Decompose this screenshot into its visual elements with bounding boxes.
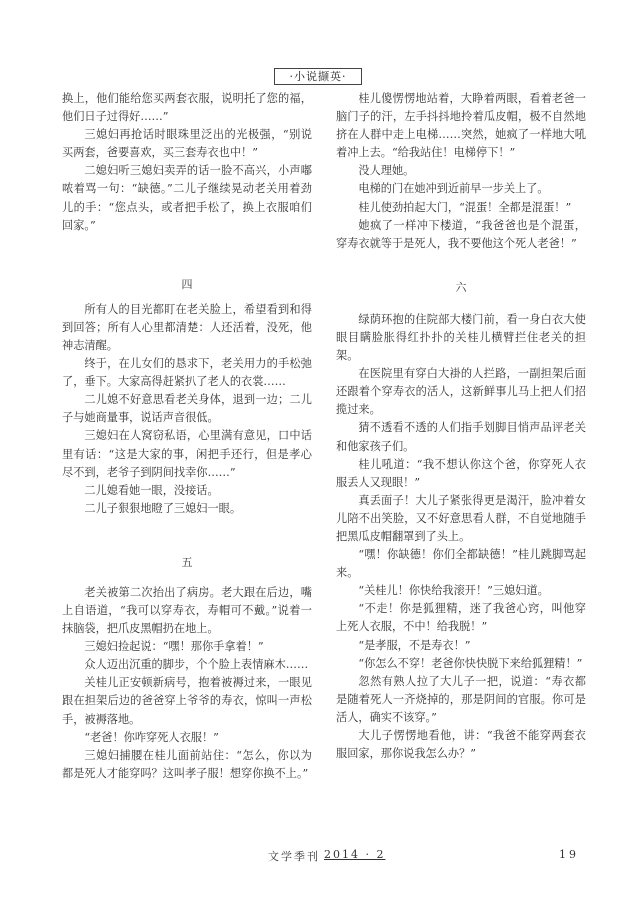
paragraph: 没人理她。 bbox=[358, 164, 415, 178]
paragraph: 桂儿使劲拍起大门，“混蛋！全都是混蛋！” bbox=[358, 200, 572, 214]
paragraph: 她疯了一样冲下楼道，“我爸爸也是个混蛋，穿寿衣就等于是死人，我不要他这个死人老爸！” bbox=[336, 218, 586, 250]
paragraph: “你怎么不穿！老爸你快快脱下来给狐狸精！” bbox=[358, 656, 583, 670]
paragraph: 三媳妇再抢话时眼珠里泛出的光极强，“别说买两套，爸要喜欢，买三套寿衣也中！” bbox=[62, 128, 312, 160]
paragraph: 绿荫环抱的住院部大楼门前，看一身白衣大使眼目瞒脸胀得红扑扑的关桂儿横臂拦住老关的担架。 bbox=[336, 312, 586, 363]
paragraph: 众人迈出沉重的脚步，个个脸上表情麻木…… bbox=[84, 658, 309, 672]
section-number: 四 bbox=[181, 277, 193, 291]
paragraph: 桂儿傻愣愣地站着，大睁着两眼，看着老爸一脑门子的汗，左手抖抖地拎着瓜皮帽，极不自然地挤在人群中走上电梯……突然，她疯了一样地大吼着冲上去。“给我站住！电梯停下！” bbox=[336, 92, 586, 160]
paragraph: 关桂儿正安顿新病号，抱着被褥过来，一眼见跟在担架后边的爸爸穿上爷爷的寿衣，惊叫一声松手，被褥落地。 bbox=[62, 676, 312, 726]
paragraph: 二媳妇听三媳妇卖弄的话一脸不高兴，小声嘟哝着骂一句：“缺德。”二儿子继续晃动老关用着劲儿的手：“您点头，或者把手松了，换上衣服咱们回家。” bbox=[62, 164, 312, 232]
paragraph: 忽然有熟人拉了大儿子一把，说道：“寿衣都是随着死人一齐烧掉的，那是阴间的官服。你可是活人，确实不该穿。” bbox=[336, 674, 586, 724]
paragraph: 二儿子狠狠地瞪了三媳妇一眼。 bbox=[84, 501, 242, 515]
paragraph: “是孝服，不是寿衣！” bbox=[358, 638, 471, 652]
page-number: 19 bbox=[559, 848, 579, 861]
paragraph: 桂儿吼道：“我不想认你这个爸，你穿死人衣服丢人又现眼！” bbox=[336, 457, 586, 489]
paragraph: “老爸！你咋穿死人衣服！” bbox=[84, 730, 219, 744]
paragraph: “不走！你是狐狸精，迷了我爸心窍，叫他穿上死人衣服，不中！给我脱！” bbox=[336, 602, 586, 634]
paragraph: 二儿媳看她一眼，没接话。 bbox=[84, 483, 219, 497]
paragraph: 在医院里有穿白大褂的人拦路，一副担架后面还跟着个穿寿衣的活人，这新鲜事儿马上把人们招揽过来。 bbox=[336, 367, 586, 417]
right-column bbox=[336, 90, 586, 763]
paragraph: 大儿子愣愣地看他，讲：“我爸不能穿两套衣服回家，那你说我怎么办？” bbox=[336, 729, 586, 761]
paragraph: 真丢面子！大儿子紧张得更是渴汗，脸冲着女儿陪不出笑脸，又不好意思看人群，不自觉地随手把黑瓜皮帽翻罩到了头上。 bbox=[336, 493, 586, 543]
paragraph: 终于，在儿女们的恳求下，老关用力的手松弛了，垂下。大家高得赶紧扒了老人的衣裳…… bbox=[62, 357, 312, 389]
section-number: 五 bbox=[181, 555, 193, 569]
journal-name: 文学季刊 bbox=[268, 850, 320, 863]
section-number: 六 bbox=[455, 280, 467, 294]
paragraph: 老关被第二次抬出了病房。老大跟在后边，嘴上自语道，“我可以穿寿衣，寿帽可不戴。”说着一抹脑袋，把爪皮黑帽扔在地上。 bbox=[62, 585, 312, 636]
paragraph: 所有人的目光都盯在老关脸上，希望看到和得到回答；所有人心里都清楚：人还活着，没死，他神志清醒。 bbox=[62, 302, 312, 352]
issue-number: 2014 · 2 bbox=[324, 848, 386, 861]
paragraph: 三媳妇在人窝窃私语，心里满有意见，口中话里有话：“这是大家的事，闲把手还行，但是孝心尽不到，老爷子到阴间找幸你……” bbox=[62, 429, 312, 479]
paragraph: 换上，他们能给您买两套衣服，说明托了您的福，他们日子过得好……” bbox=[62, 92, 312, 124]
paragraph: 猜不透看不透的人们指手划脚目悄声品评老关和他家孩子们。 bbox=[336, 421, 586, 453]
paragraph: 二儿媳不好意思看老关身体，退到一边；二儿子与她商量事，说话声音很低。 bbox=[62, 393, 312, 425]
paragraph: “关桂儿！你快给我滚开！”三媳妇道。 bbox=[358, 584, 549, 598]
paragraph: 电梯的门在她冲到近前早一步关上了。 bbox=[358, 182, 549, 196]
paragraph: 三媳妇捡起说：“嘿！那你手拿着！” bbox=[84, 640, 264, 654]
left-column bbox=[62, 90, 312, 783]
paragraph: “嘿！你缺德！你们全都缺德！”桂儿跳脚骂起来。 bbox=[336, 548, 586, 580]
paragraph: 三媳妇捕腰在桂儿面前站住：“怎么，你以为都是死人才能穿吗？这叫孝子服！想穿你换不上。” bbox=[62, 748, 312, 780]
column-tag: ·小说撷英· bbox=[274, 68, 362, 85]
